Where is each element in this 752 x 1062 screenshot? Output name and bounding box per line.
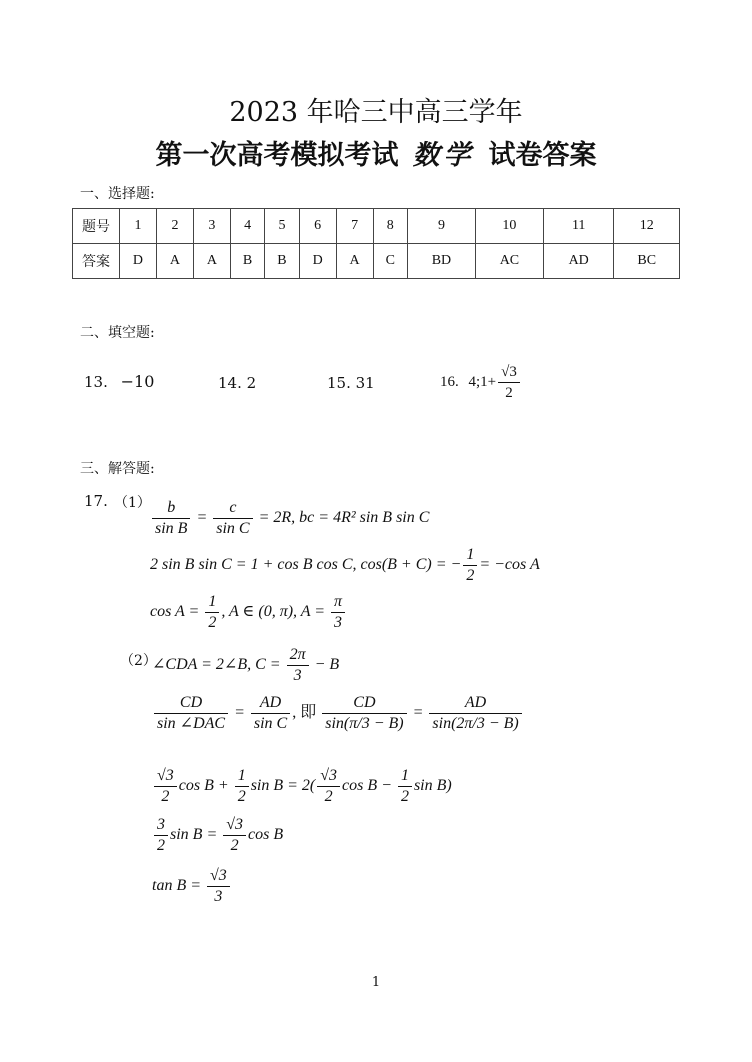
fraction-numerator: 3 xyxy=(154,815,168,836)
table-row-numbers xyxy=(73,209,680,244)
section-solution-heading: 三、解答题: xyxy=(80,461,155,477)
title-line-2 xyxy=(0,133,752,172)
table-cell: 6 xyxy=(299,209,336,244)
equation-text: cos A = xyxy=(150,603,200,621)
equation-text: sin B) xyxy=(413,777,452,795)
table-cell: 3 xyxy=(193,209,230,244)
title-subject: 数学 xyxy=(412,140,475,171)
q17-part1-label: （1） xyxy=(114,495,151,511)
q17-line6 xyxy=(152,766,452,807)
q17-part2-label: （2） xyxy=(120,653,157,669)
q16-fraction xyxy=(498,362,520,403)
equation-text: sin B = 2( xyxy=(250,777,316,795)
fraction-numerator: 1 xyxy=(235,766,249,787)
fraction-numerator: CD xyxy=(322,693,406,714)
fraction-denominator: sin ∠DAC xyxy=(157,715,226,732)
fraction-numerator: √3 xyxy=(223,815,246,836)
table-cell: 10 xyxy=(475,209,543,244)
table-cell: AD xyxy=(543,244,614,279)
q17-line1: $\frac{b}{\text{sin B}}$ = $\frac{c}{\text{sin C}}$ = 2R, bc = 4R² sin B sin C xyxy=(150,498,429,539)
fill-q16 xyxy=(440,362,522,403)
fraction-denominator: 2 xyxy=(208,614,217,631)
section-choice-heading: 一、选择题: xyxy=(80,186,155,202)
fill-q15: 15. 31 xyxy=(327,374,375,392)
table-cell: C xyxy=(373,244,407,279)
q16-label: 16. xyxy=(440,373,459,390)
table-cell: BC xyxy=(614,244,680,279)
q17-line4 xyxy=(152,645,339,686)
table-row-answers xyxy=(73,244,680,279)
q17-line5: $\frac{CD}{\text{sin ∠DAC}}$ = $\frac{AD}{\text{sin C}}$ , 即 $\frac{CD}{\sin(\pi/3 - B)}$ = $\frac{AD}{\sin(2\pi/3 - B)}$ xyxy=(152,693,524,734)
table-cell: 12 xyxy=(614,209,680,244)
table-cell: 8 xyxy=(373,209,407,244)
fraction-denominator: 2 xyxy=(505,385,513,401)
table-cell: BD xyxy=(407,244,475,279)
fraction-numerator: √3 xyxy=(154,766,177,787)
fraction-numerator: 1 xyxy=(205,592,219,613)
fill-q13 xyxy=(84,372,154,391)
q17-label: 17. xyxy=(84,492,108,510)
q13-answer: −10 xyxy=(120,372,155,391)
fraction-numerator: c xyxy=(213,498,252,519)
page-number: 1 xyxy=(371,975,381,990)
fraction-denominator: 2 xyxy=(157,837,165,854)
table-cell: A xyxy=(336,244,373,279)
fraction-denominator: 3 xyxy=(334,614,343,631)
table-cell: AC xyxy=(475,244,543,279)
fraction-numerator: AD xyxy=(251,693,290,714)
fraction-denominator: sin(π/3 − B) xyxy=(325,715,404,732)
section-fill-heading: 二、填空题: xyxy=(80,325,155,341)
fraction-denominator: 3 xyxy=(293,667,302,684)
q17-line2 xyxy=(150,545,540,586)
fraction-denominator: 3 xyxy=(214,888,223,905)
table-cell: 5 xyxy=(265,209,299,244)
q17-line7 xyxy=(152,815,283,856)
equation-text: cos B − xyxy=(342,777,392,795)
fraction-numerator: b xyxy=(152,498,190,519)
fraction-numerator: √3 xyxy=(207,866,230,887)
equation-text: ∠CDA = 2∠B, C = xyxy=(152,656,281,674)
row-header-answer: 答案 xyxy=(73,244,120,279)
q16-prefix: 4;1+ xyxy=(468,373,497,390)
fraction-denominator: 2 xyxy=(230,837,239,854)
fraction-numerator: π xyxy=(331,592,345,613)
table-cell: B xyxy=(230,244,264,279)
fill-q14: 14. 2 xyxy=(218,374,257,392)
row-header-number: 题号 xyxy=(73,209,120,244)
fraction-denominator: 2 xyxy=(466,567,475,584)
equation-text: , A ∈ (0, π), A = xyxy=(221,603,326,621)
equation-text: − B xyxy=(314,656,340,674)
fraction-denominator: 2 xyxy=(324,788,333,805)
table-cell: 7 xyxy=(336,209,373,244)
table-cell: 9 xyxy=(407,209,475,244)
equation-text: tan B = xyxy=(152,877,202,895)
q17-line3 xyxy=(150,592,347,633)
answer-table xyxy=(72,208,680,279)
fraction-numerator: 1 xyxy=(463,545,477,566)
fraction-numerator: 1 xyxy=(398,766,412,787)
equation-text: 2 sin B sin C = 1 + cos B cos C, cos(B + C) = − xyxy=(150,556,462,574)
table-cell: 11 xyxy=(543,209,614,244)
equation-text: sin B = xyxy=(170,826,218,844)
table-cell: A xyxy=(193,244,230,279)
equation-text: , 即 xyxy=(292,704,317,722)
title-line-1: 2023 年哈三中高三学年 xyxy=(229,97,523,128)
equation-text: cos B + xyxy=(178,777,229,795)
fraction-numerator: √3 xyxy=(317,766,340,787)
equation-text: = 2R, bc = 4R² sin B sin C xyxy=(258,509,430,527)
fraction-denominator: sin C xyxy=(253,715,288,732)
fraction-denominator: sin(2π/3 − B) xyxy=(432,715,519,732)
table-cell: B xyxy=(265,244,299,279)
equation-text: = −cos A xyxy=(479,556,540,574)
table-cell: D xyxy=(120,244,157,279)
q13-label: 13. xyxy=(84,373,108,391)
q17-line8 xyxy=(152,866,232,907)
fraction-denominator: 2 xyxy=(237,788,246,805)
fraction-denominator: 2 xyxy=(400,788,409,805)
table-cell: A xyxy=(156,244,193,279)
fraction-denominator: sin B xyxy=(155,520,188,537)
fraction-numerator: AD xyxy=(429,693,521,714)
fraction-numerator: CD xyxy=(154,693,228,714)
title-suffix: 试卷答案 xyxy=(488,140,597,171)
fraction-numerator: √3 xyxy=(498,362,520,383)
equation-text: cos B xyxy=(248,826,284,844)
table-cell: 4 xyxy=(230,209,264,244)
table-cell: D xyxy=(299,244,336,279)
table-cell: 2 xyxy=(156,209,193,244)
table-cell: 1 xyxy=(120,209,157,244)
fraction-denominator: sin C xyxy=(216,520,250,537)
title-prefix: 第一次高考模拟考试 xyxy=(155,140,399,171)
fraction-denominator: 2 xyxy=(161,788,170,805)
fraction-numerator: 2π xyxy=(287,645,309,666)
